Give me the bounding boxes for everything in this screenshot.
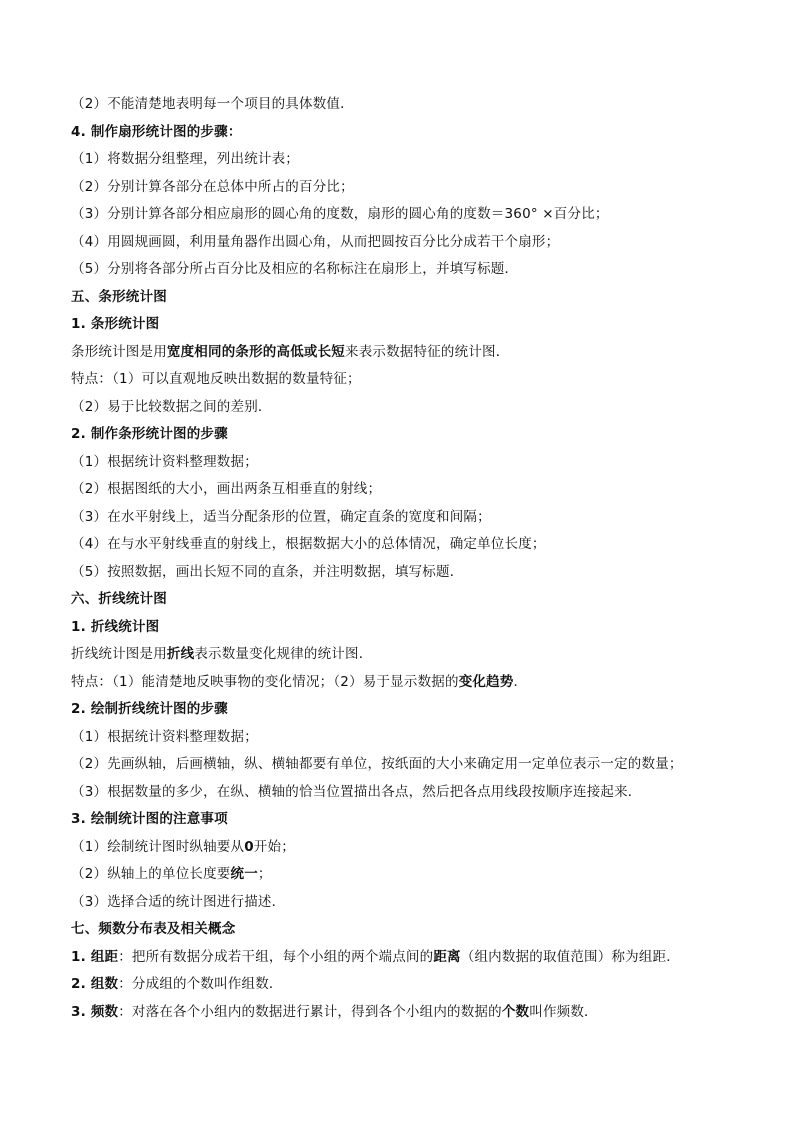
text-line — [71, 672, 527, 692]
text-segment: 折线统计图是用 — [71, 646, 167, 662]
bold-text: 六、折线统计图 — [71, 591, 167, 607]
text-line — [71, 699, 228, 719]
text-segment: （2）根据图纸的大小，画出两条互相垂直的射线； — [71, 481, 382, 497]
text-segment: （5）分别将各部分所占百分比及相应的名称标注在扇形上，并填写标题． — [71, 261, 519, 277]
bold-text: 1. 条形统计图 — [71, 316, 160, 332]
text-segment: ． — [513, 673, 528, 690]
text-line — [71, 259, 518, 279]
text-segment: 开始； — [253, 838, 295, 855]
bold-text: 4. 制作扇形统计图的步骤： — [71, 123, 242, 140]
bold-text: 个数 — [501, 1003, 530, 1020]
bold-text: 宽度相同的条形的高低或长短 — [166, 343, 346, 360]
text-line — [71, 837, 295, 857]
bold-text: 1. 组距 — [71, 948, 119, 965]
text-line — [71, 232, 559, 252]
text-segment: （3）在水平射线上，适当分配条形的位置，确定直条的宽度和间隔； — [71, 508, 491, 525]
text-line — [71, 369, 361, 389]
bold-text: 距离 — [433, 948, 461, 965]
text-segment: （2）先画纵轴，后画横轴，纵、横轴都要有单位，按纸面的大小来确定用一定单位表示一定的数量； — [71, 756, 683, 772]
text-segment: （5）按照数据，画出长短不同的直条，并注明数据，填写标题． — [71, 563, 464, 580]
text-line — [71, 727, 258, 747]
text-line — [71, 534, 546, 554]
text-segment: （1）绘制统计图时纵轴要从 — [71, 838, 245, 855]
text-segment: （2）易于比较数据之间的差别． — [71, 398, 272, 415]
text-line — [71, 479, 381, 499]
text-line — [71, 589, 167, 609]
text-segment: 条形统计图是用 — [71, 343, 167, 360]
text-segment: ：把所有数据分成若干组，每个小组的两个端点间的 — [118, 948, 434, 965]
text-line — [71, 974, 283, 994]
text-segment: （4）在与水平射线垂直的射线上，根据数据大小的总体情况，确定单位长度； — [71, 536, 546, 552]
text-line — [71, 1002, 598, 1022]
text-line — [71, 204, 609, 224]
text-line — [71, 892, 285, 912]
text-line — [71, 562, 463, 582]
text-segment: （组内数据的取值范围）称为组距． — [460, 948, 680, 965]
bold-text: 变化趋势 — [458, 673, 514, 690]
text-line — [71, 919, 235, 939]
text-segment: （4）用圆规画圆，利用量角器作出圆心角，从而把圆按百分比分成若干个扇形； — [71, 233, 560, 250]
text-line — [71, 617, 159, 637]
text-segment: ：分成组的个数叫作组数． — [118, 976, 283, 992]
text-line — [71, 287, 167, 307]
text-line — [71, 397, 272, 417]
text-segment: （3）根据数量的多少，在纵、横轴的恰当位置描出各点，然后把各点用线段按顺序连接起来． — [71, 783, 642, 800]
text-line — [71, 314, 159, 334]
text-segment: 来表示数据特征的统计图． — [345, 343, 510, 360]
text-segment: 叫作频数． — [529, 1003, 598, 1020]
text-line — [71, 149, 299, 169]
text-line — [71, 754, 683, 774]
text-line — [71, 452, 258, 472]
text-line — [71, 342, 509, 362]
text-line — [71, 507, 491, 527]
bold-text: 七、频数分布表及相关概念 — [71, 921, 236, 937]
bold-text: 0 — [244, 838, 254, 855]
text-segment: （3）选择合适的统计图进行描述． — [71, 893, 286, 910]
text-line — [71, 424, 228, 444]
text-segment: （1）根据统计资料整理数据； — [71, 728, 258, 745]
text-segment: （2）纵轴上的单位长度要 — [71, 866, 231, 882]
text-line — [71, 177, 354, 197]
text-line — [71, 947, 680, 967]
text-line — [71, 94, 354, 114]
text-line — [71, 864, 272, 884]
text-segment: 表示数量变化规律的统计图． — [194, 646, 373, 662]
bold-text: 1. 折线统计图 — [71, 618, 160, 635]
text-line — [71, 782, 642, 802]
bold-text: 折线 — [166, 646, 195, 662]
text-line — [71, 644, 372, 664]
text-segment: （2）不能清楚地表明每一个项目的具体数值． — [71, 96, 354, 112]
bold-text: 3. 绘制统计图的注意事项 — [71, 811, 228, 827]
bold-text: 五、条形统计图 — [71, 288, 167, 305]
text-segment: （2）分别计算各部分在总体中所占的百分比； — [71, 178, 354, 195]
bold-text: 2. 组数 — [71, 976, 119, 992]
text-line — [71, 122, 242, 142]
text-segment: （1）根据统计资料整理数据； — [71, 453, 258, 470]
text-segment: ； — [257, 866, 272, 882]
text-segment: （1）将数据分组整理，列出统计表； — [71, 151, 299, 167]
bold-text: 统一 — [230, 866, 258, 882]
text-line — [71, 809, 228, 829]
bold-text: 3. 频数 — [71, 1003, 119, 1020]
text-segment: 特点：（1）能清楚地反映事物的变化情况；（2）易于显示数据的 — [71, 673, 459, 690]
bold-text: 2. 制作条形统计图的步骤 — [71, 426, 228, 442]
text-segment: （3）分别计算各部分相应扇形的圆心角的度数，扇形的圆心角的度数＝360° ×百分比； — [71, 206, 609, 222]
text-segment: 特点：（1）可以直观地反映出数据的数量特征； — [71, 371, 361, 387]
bold-text: 2. 绘制折线统计图的步骤 — [71, 701, 228, 717]
text-segment: ：对落在各个小组内的数据进行累计，得到各个小组内的数据的 — [118, 1003, 502, 1020]
